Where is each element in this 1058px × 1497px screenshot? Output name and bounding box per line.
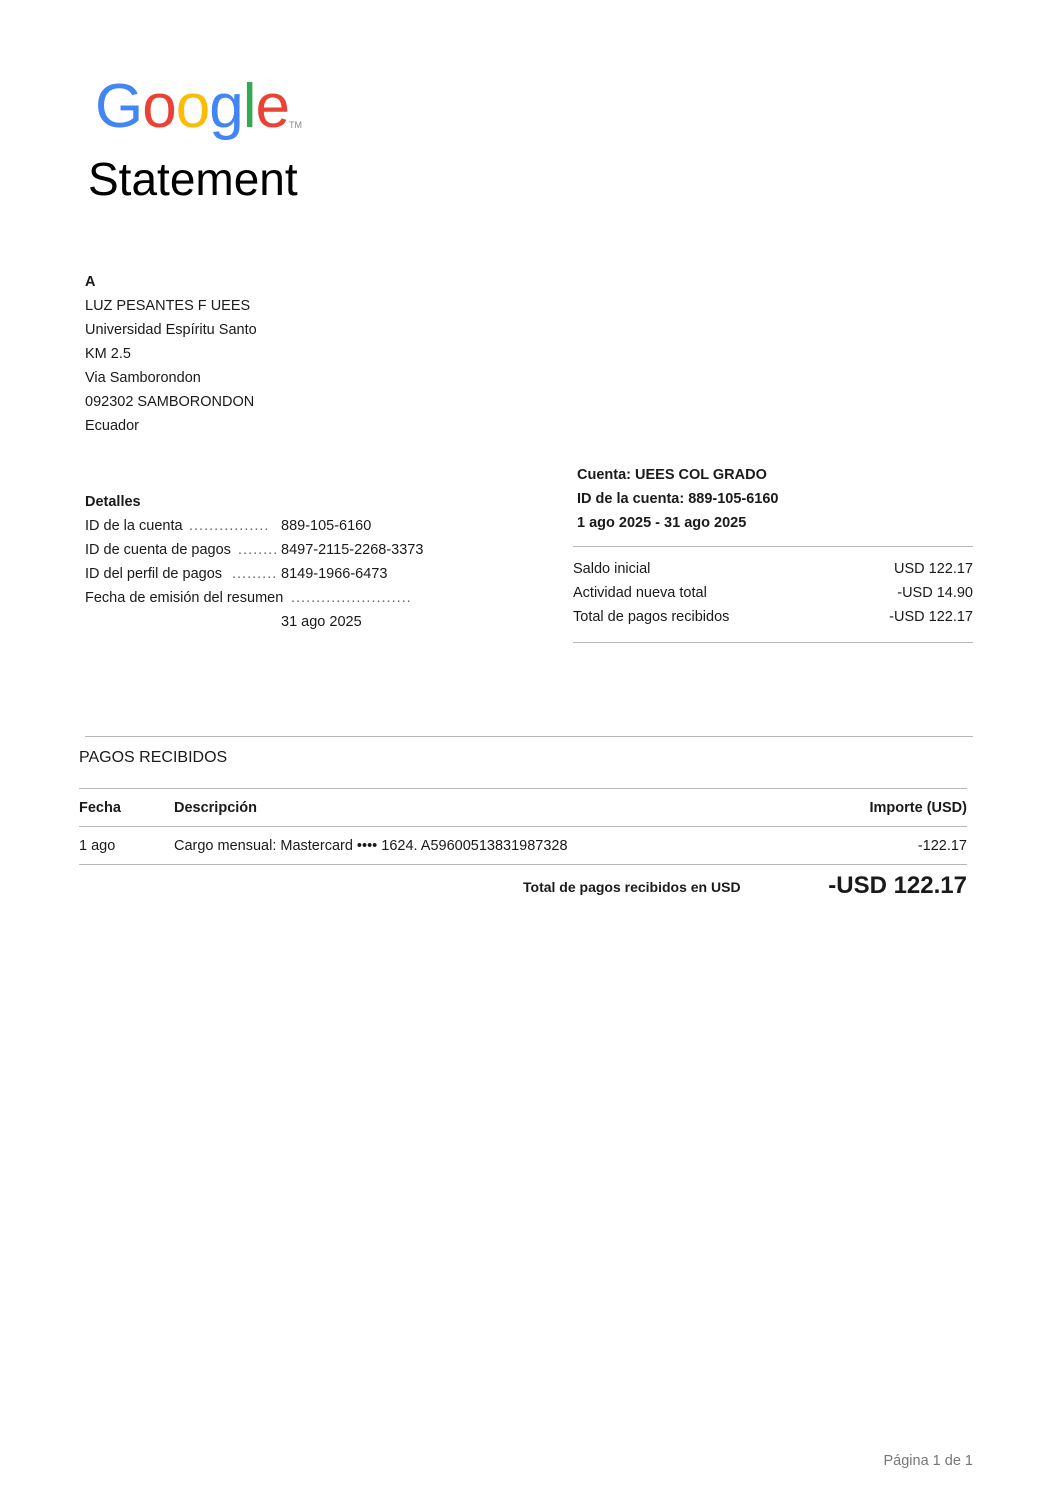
details-row-account-id <box>85 514 505 538</box>
summary-row-new-activity <box>573 581 973 605</box>
payments-table <box>79 788 967 865</box>
payments-section-title: PAGOS RECIBIDOS <box>79 749 228 766</box>
details-row-payments-account-id <box>85 538 505 562</box>
address-line: Ecuador <box>85 418 140 434</box>
details-value: 8497-2115-2268-3373 <box>281 542 424 558</box>
leader-dots: ........ <box>238 542 279 558</box>
payments-total-label: Total de pagos recibidos en USD <box>523 879 741 895</box>
payments-total-amount: -USD 122.17 <box>828 872 967 899</box>
summary-value: -USD 122.17 <box>889 609 973 625</box>
account-id: ID de la cuenta: 889-105-6160 <box>577 491 779 507</box>
details-heading: Detalles <box>85 494 141 510</box>
section-divider <box>85 736 973 737</box>
details-section <box>85 490 505 634</box>
logo-letter: l <box>242 72 256 141</box>
column-header-date: Fecha <box>79 799 121 816</box>
details-label: ID de la cuenta <box>85 518 183 534</box>
payment-description: Cargo mensual: Mastercard •••• 1624. A59600513831987328 <box>174 837 568 854</box>
details-row-issue-date <box>85 586 505 610</box>
statement-period: 1 ago 2025 - 31 ago 2025 <box>577 515 747 531</box>
logo-letter: o <box>142 72 176 141</box>
table-header-row <box>79 789 967 827</box>
details-issue-date: 31 ago 2025 <box>281 614 362 630</box>
trademark-mark: TM <box>288 120 302 130</box>
account-summary-header <box>577 463 779 535</box>
recipient-address <box>85 270 257 438</box>
column-header-amount: Importe (USD) <box>869 799 967 816</box>
table-row <box>79 827 967 865</box>
details-row-payments-profile-id <box>85 562 505 586</box>
logo-letter: G <box>95 72 143 141</box>
details-value: 8149-1966-6473 <box>281 566 388 582</box>
logo-letter: o <box>175 72 210 141</box>
summary-value: USD 122.17 <box>894 561 973 577</box>
payment-amount: -122.17 <box>917 837 967 854</box>
column-header-description: Descripción <box>174 799 257 816</box>
leader-dots: ................ <box>189 518 270 534</box>
address-line: 092302 SAMBORONDON <box>85 394 255 410</box>
details-label: Fecha de emisión del resumen <box>85 590 284 606</box>
address-recipient-initial: A <box>85 274 96 290</box>
summary-label: Total de pagos recibidos <box>573 609 730 625</box>
google-logo <box>95 72 302 142</box>
address-line: KM 2.5 <box>85 346 131 362</box>
summary-label: Actividad nueva total <box>573 585 707 601</box>
address-line: Universidad Espíritu Santo <box>85 322 257 338</box>
summary-label: Saldo inicial <box>573 561 651 577</box>
page-number: Página 1 de 1 <box>883 1453 973 1469</box>
logo-letter: g <box>209 72 243 141</box>
account-summary-table <box>573 546 973 643</box>
page-title: Statement <box>88 153 298 205</box>
details-label: ID del perfil de pagos <box>85 566 223 582</box>
logo-letter: e <box>255 72 289 141</box>
details-label: ID de cuenta de pagos <box>85 542 231 558</box>
leader-dots: ........................ <box>291 590 412 606</box>
summary-value: -USD 14.90 <box>897 585 973 601</box>
account-name: Cuenta: UEES COL GRADO <box>577 467 767 483</box>
details-row-issue-date-value <box>85 610 505 634</box>
address-line: LUZ PESANTES F UEES <box>85 298 251 314</box>
details-value: 889-105-6160 <box>281 518 372 534</box>
payment-date: 1 ago <box>79 837 116 854</box>
address-line: Via Samborondon <box>85 370 201 386</box>
leader-dots: ......... <box>232 566 278 582</box>
summary-row-payments-received <box>573 605 973 629</box>
summary-row-opening-balance <box>573 557 973 581</box>
